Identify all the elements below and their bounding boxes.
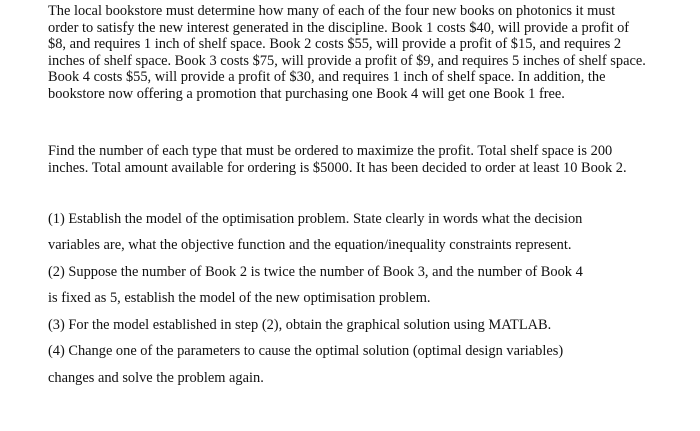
question-2-line-2: is fixed as 5, establish the model of the new optimisation problem. — [48, 290, 431, 306]
question-4-line-1: (4) Change one of the parameters to cause the optimal solution (optimal design variables) — [48, 343, 564, 359]
question-2-line-1: (2) Suppose the number of Book 2 is twice the number of Book 3, and the number of Book 4 — [48, 264, 583, 280]
problem-intro-paragraph: The local bookstore must determine how many of each of the four new books on photonics it must order to satisfy the new interest generated in the discipline. Book 1 costs $40, will provide a profit of $8, and requires 1 inch of shelf space. Book 2 costs $55, will provide a profit of $15, and requires 2 inches of shelf space. Book 3 costs $75, will provide a profit of $9, and requires 5 inches of shelf space. Book 4 costs $55, will provide a profit of $30, and requires 1 inch of shelf space. In addition, the bookstore now offering a promotion that purchasing one Book 4 will get one Book 1 free. — [48, 3, 646, 102]
question-1-line-1: (1) Establish the model of the optimisation problem. State clearly in words what the decision — [48, 211, 583, 227]
question-1-line-2: variables are, what the objective function and the equation/inequality constraints represent. — [48, 237, 572, 253]
question-4-line-2: changes and solve the problem again. — [48, 370, 264, 386]
question-3-line-1: (3) For the model established in step (2), obtain the graphical solution using MATLAB. — [48, 317, 552, 333]
problem-task-paragraph: Find the number of each type that must be ordered to maximize the profit. Total shelf space is 200 inches. Total amount available for ordering is $5000. It has been decided to order at least 10 Book 2. — [48, 143, 627, 176]
